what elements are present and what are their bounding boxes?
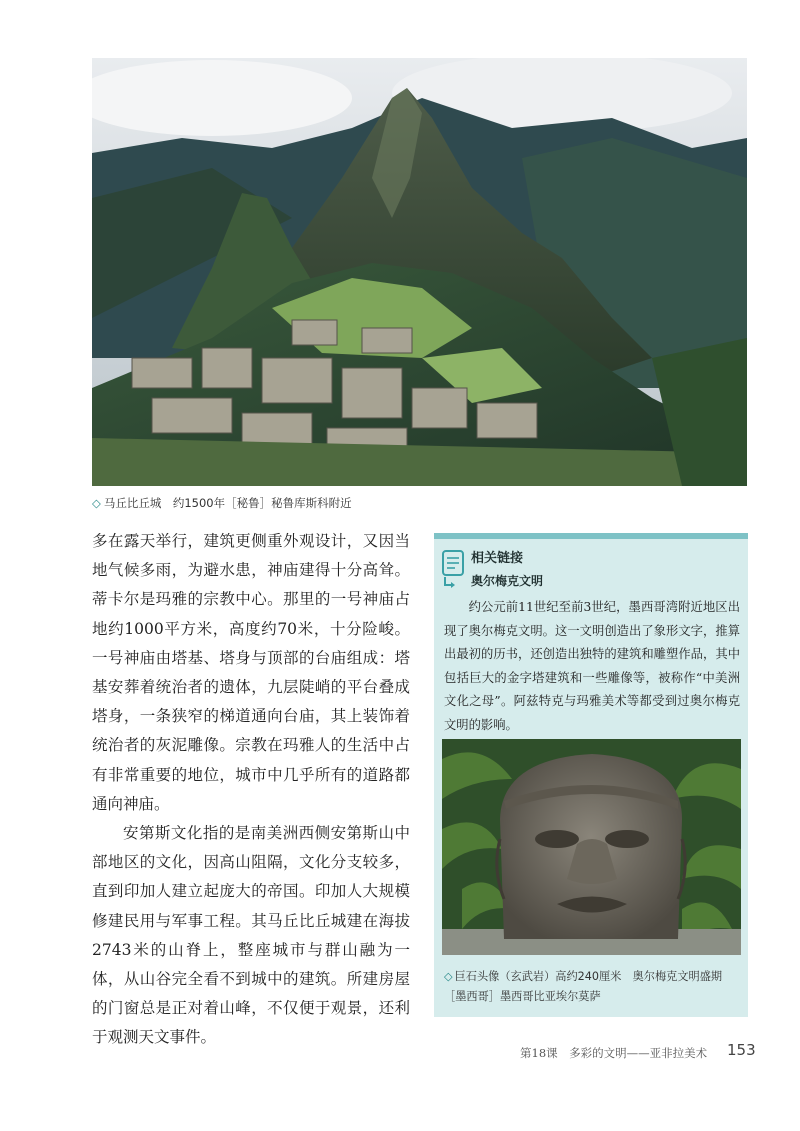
caption-marker: ◇	[444, 970, 453, 983]
top-photo-caption	[92, 495, 352, 511]
body-text	[92, 527, 410, 1053]
body-paragraph-2: 安第斯文化指的是南美洲西侧安第斯山中部地区的文化，因高山阻隔，文化分支较多，直到印加人建立起庞大的帝国。印加人大规模修建民用与军事工程。其马丘比丘城建在海拔2743米的山脊上，整座城市与群山融为一体，从山谷完全看不到城中的建筑。所建房屋的门窗总是正对着山峰，不仅便于观景，还利于观测天文事件。	[92, 824, 410, 1047]
related-links-heading: 相关链接	[471, 551, 524, 566]
caption-text: 马丘比丘城 约1500年［秘鲁］秘鲁库斯科附近	[103, 496, 352, 510]
machu-picchu-photo	[92, 58, 747, 486]
olmec-title: 奥尔梅克文明	[471, 574, 544, 588]
olmec-photo-caption	[444, 967, 744, 1007]
olmec-head-photo	[442, 739, 741, 955]
olmec-description: 约公元前11世纪至前3世纪，墨西哥湾附近地区出现了奥尔梅克文明。这一文明创造出了象形文字，推算出最初的历书，还创造出独特的建筑和雕塑作品，其中包括巨大的金字塔建筑和一些雕像等，被称作“中美洲文化之母”。阿兹特克与玛雅美术等都受到过奥尔梅克文明的影响。	[444, 600, 740, 732]
body-paragraph-1: 多在露天举行，建筑更侧重外观设计，又因当地气候多雨，为避水患，神庙建得十分高耸。蒂卡尔是玛雅的宗教中心。那里的一号神庙占地约1000平方米，高度约70米，十分险峻。一号神庙由塔基、塔身与顶部的台庙组成：塔基安葬着统治者的遗体，九层陡峭的平台叠成塔身，一条狭窄的梯道通向台庙，其上装饰着统治者的灰泥雕像。宗教在玛雅人的生活中占有非常重要的地位，城市中几乎所有的道路都通向神庙。	[92, 532, 410, 813]
caption-text: 巨石头像（玄武岩）高约240厘米 奥尔梅克文明盛期［墨西哥］墨西哥比亚埃尔莫萨	[444, 970, 723, 1003]
document-link-icon	[441, 549, 467, 589]
caption-marker: ◇	[92, 496, 101, 510]
page-number: 153	[727, 1041, 756, 1059]
lesson-footer: 第18课 多彩的文明——亚非拉美术	[520, 1046, 708, 1060]
